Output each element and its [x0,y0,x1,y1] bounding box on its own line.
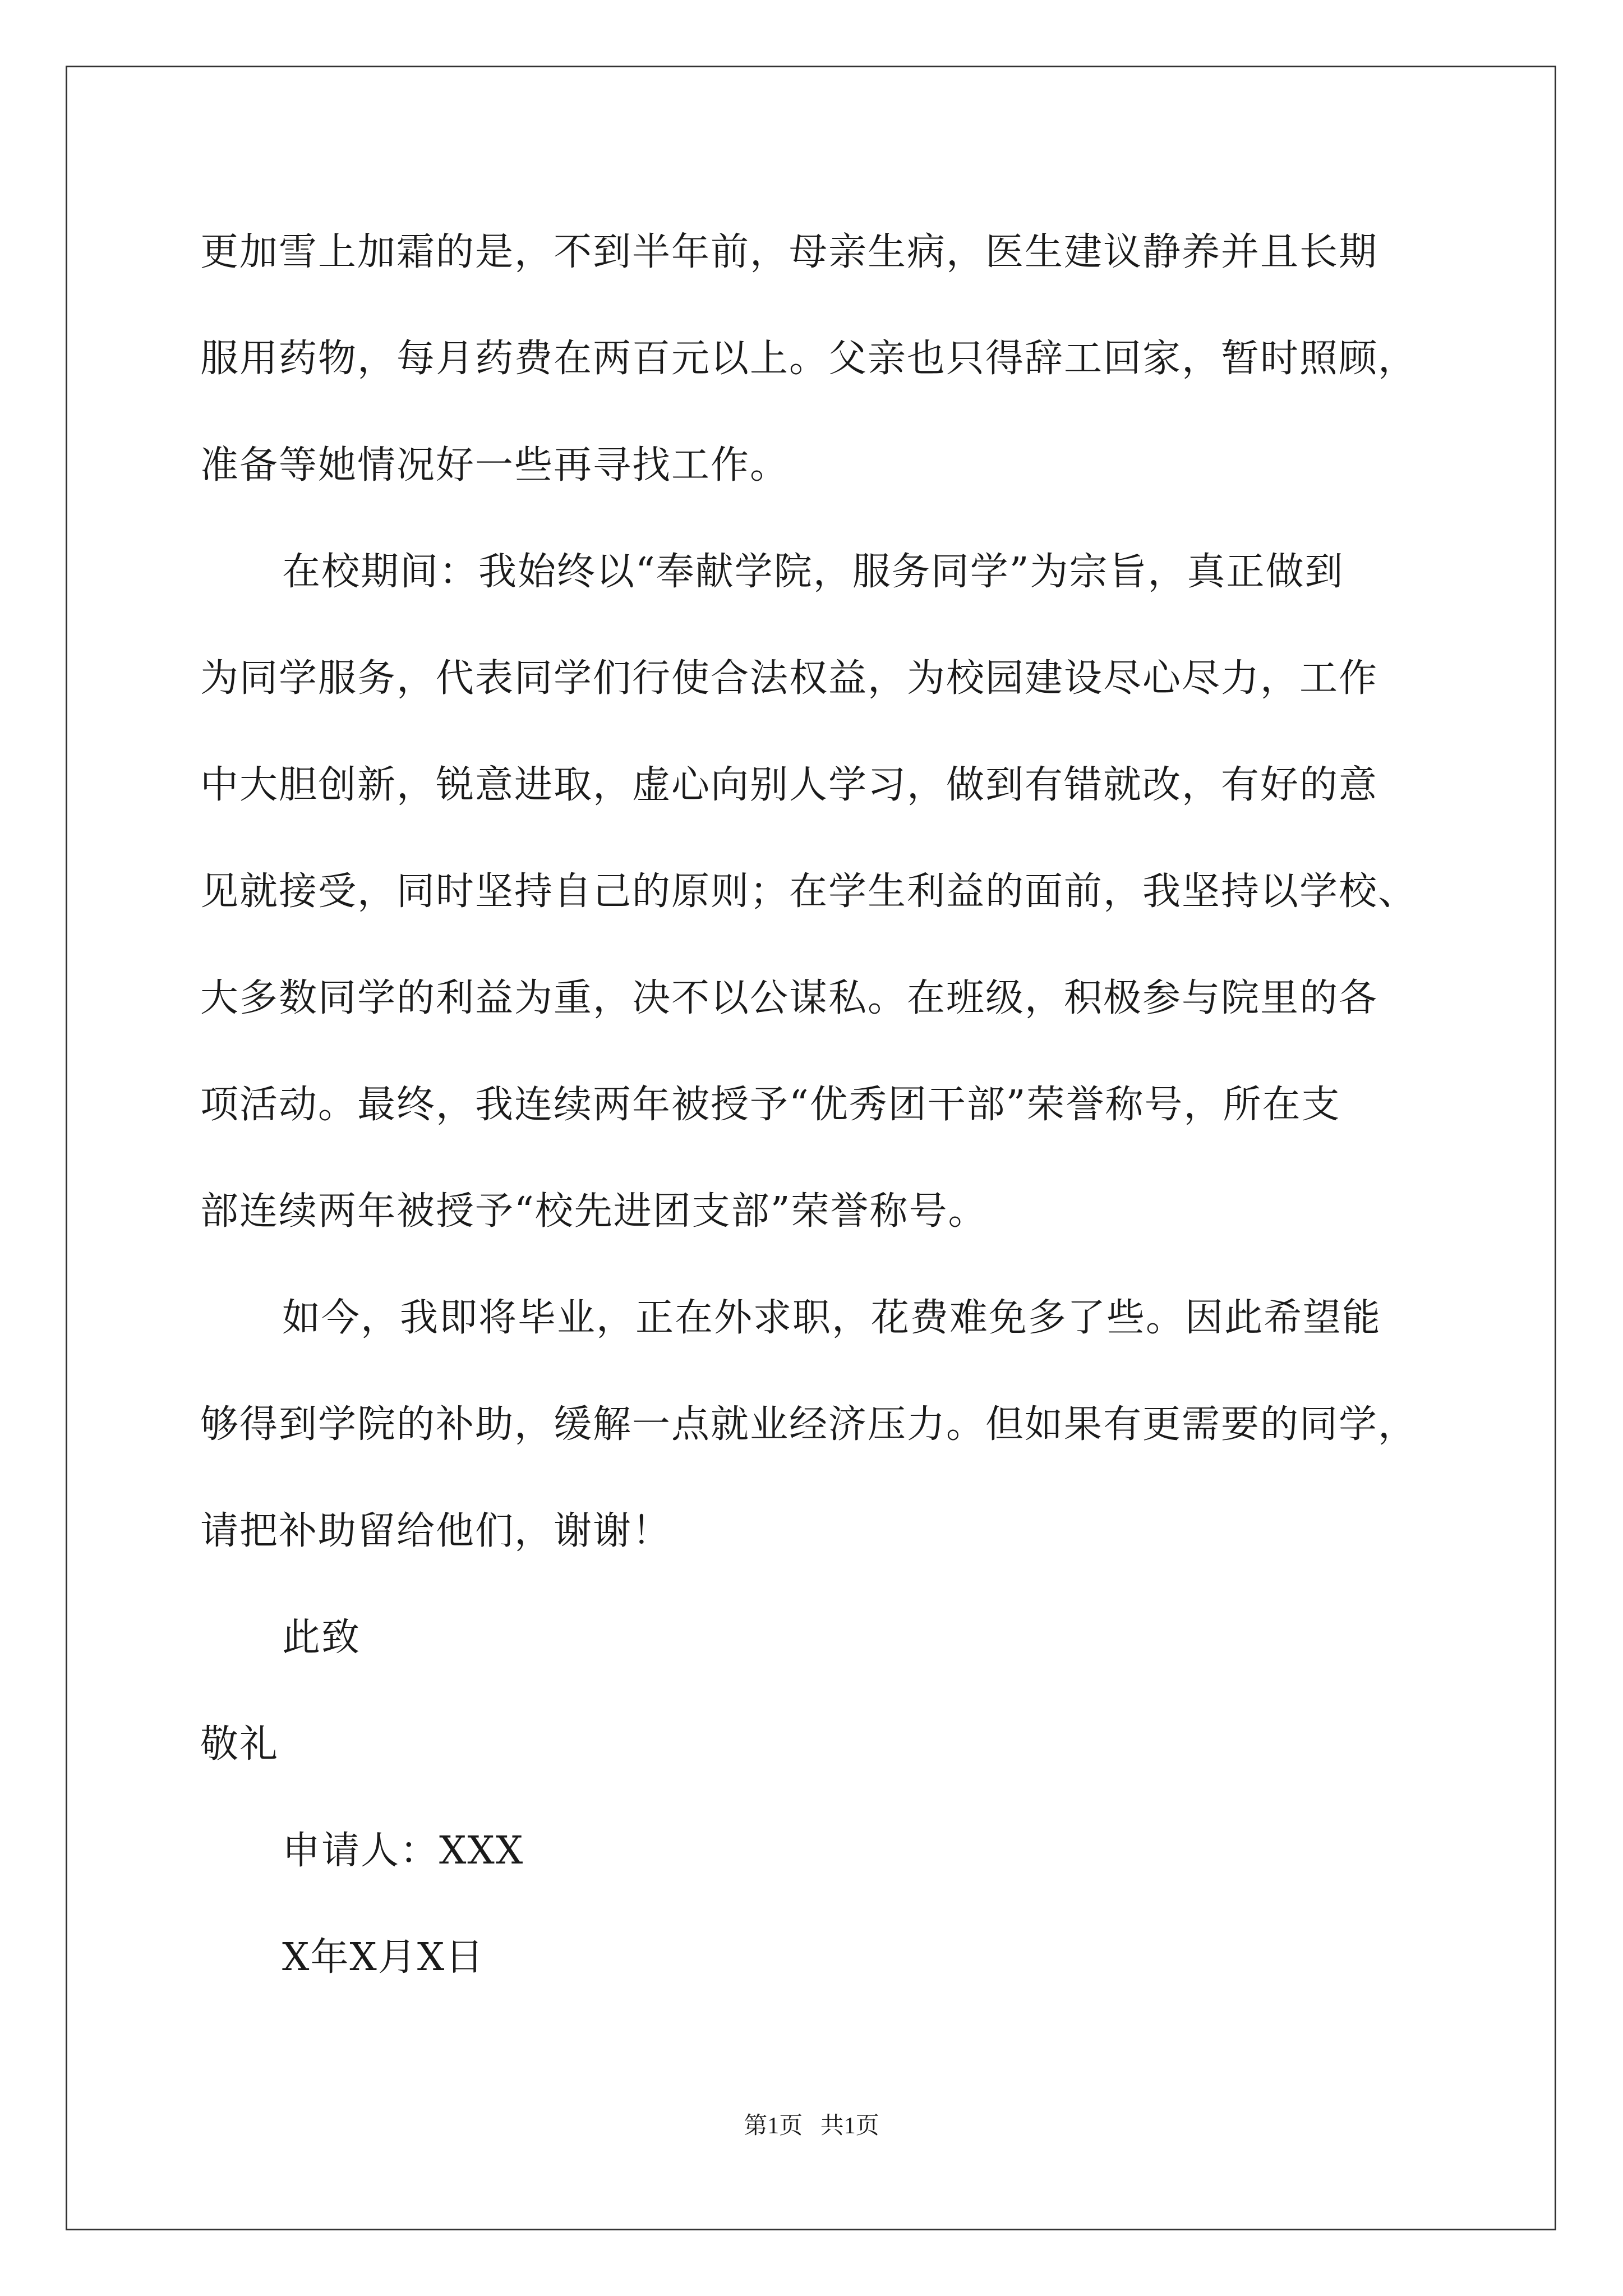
text-line: 如今，我即将毕业，正在外求职，花费难免多了些。因此希望能 [282,1296,1382,1340]
text-line: 中大胆创新，锐意进取，虚心向别人学习，做到有错就改，有好的意 [200,763,1378,807]
text-line: 为同学服务，代表同学们行使合法权益，为校园建设尽心尽力，工作 [200,656,1378,701]
applicant-signature: 申请人：XXX [282,1829,524,1873]
page-number-footer: 第1页 共1页 [744,2113,879,2139]
text-line: 服用药物，每月药费在两百元以上。父亲也只得辞工回家，暂时照顾， [200,337,1418,381]
text-line: 请把补助留给他们，谢谢！ [200,1509,672,1553]
text-line: 在校期间：我始终以“奉献学院，服务同学”为宗旨，真正做到 [282,550,1344,594]
closing-regards: 敬礼 [200,1722,279,1766]
closing-salutation: 此致 [282,1616,361,1660]
text-line: 项活动。最终，我连续两年被授予“优秀团干部”荣誉称号，所在支 [200,1083,1341,1127]
text-line: 够得到学院的补助，缓解一点就业经济压力。但如果有更需要的同学， [200,1402,1418,1447]
text-line: 更加雪上加霜的是，不到半年前，母亲生病，医生建议静养并且长期 [200,230,1378,274]
date-line: X年X月X日 [282,1935,485,1980]
text-line: 大多数同学的利益为重，决不以公谋私。在班级，积极参与院里的各 [200,976,1378,1020]
text-line: 准备等她情况好一些再寻找工作。 [200,443,790,487]
text-line: 见就接受，同时坚持自己的原则；在学生利益的面前，我坚持以学校、 [200,869,1418,914]
document-body [200,222,1434,2033]
text-line: 部连续两年被授予“校先进团支部”荣誉称号。 [200,1189,988,1234]
